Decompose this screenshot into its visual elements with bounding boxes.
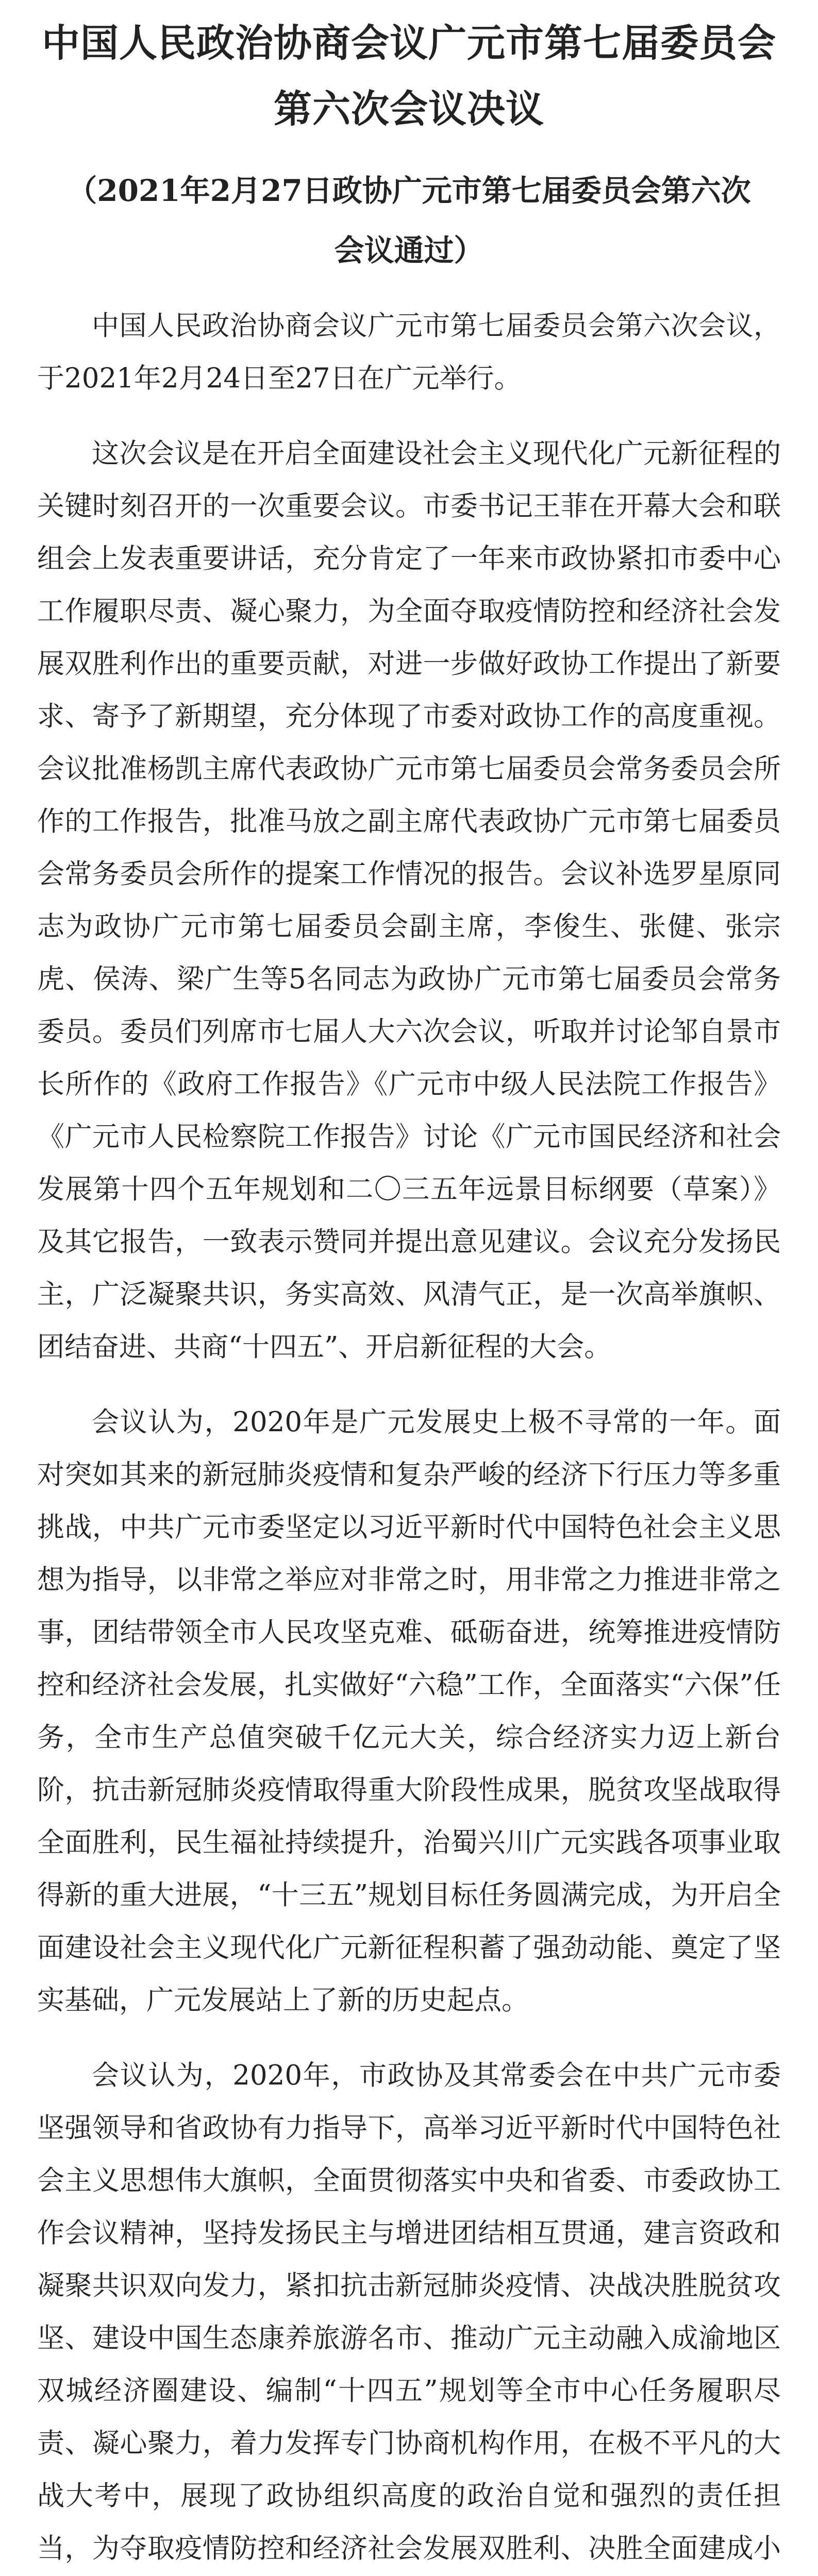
title-line-1: 中国人民政治协商会议广元市第七届委员会 <box>42 21 776 65</box>
paragraph-cppcc-work-2020: 会议认为，2020年，市政协及其常委会在中共广元市委坚强领导和省政协有力指导下，高举习近平新时代中国特色社会主义思想伟大旗帜，全面贯彻落实中央和省委、市委政协工作会议精神，坚持发扬民主与增进团结相互贯通，建言资政和凝聚共识双向发力，紧扣抗击新冠肺炎疫情、决战决胜脱贫攻坚、建设中国生态康养旅游名市、推动广元主动融入成渝地区双城经济圈建设、编制“十四五”规划等全市中心任务履职尽责、凝心聚力，着力发挥专门协商机构作用，在极不平凡的大战大考中，展现了政协组织高度的政治自觉和强烈的责任担当，为夺取疫情防控和经济社会发展双胜利、决胜全面建成小 <box>37 2060 781 2564</box>
paragraph-review-2020: 会议认为，2020年是广元发展史上极不寻常的一年。面对突如其来的新冠肺炎疫情和复杂严峻的经济下行压力等多重挑战，中共广元市委坚定以习近平新时代中国特色社会主义思想为指导，以非常之举应对非常之时，用非常之力推进非常之事，团结带领全市人民攻坚克难、砥砺奋进，统筹推进疫情防控和经济社会发展，扎实做好“六稳”工作，全面落实“六保”任务，全市生产总值突破千亿元大关，综合经济实力迈上新台阶，抗击新冠肺炎疫情取得重大阶段性成果，脱贫攻坚战取得全面胜利，民生福祉持续提升，治蜀兴川广元实践各项事业取得新的重大进展，“十三五”规划目标任务圆满完成，为开启全面建设社会主义现代化广元新征程积蓄了强劲动能、奠定了坚实基础，广元发展站上了新的历史起点。 <box>37 1406 781 2016</box>
adoption-note: （2021年2月27日政协广元市第七届委员会第六次会议通过） <box>67 173 751 268</box>
document-title <box>37 10 781 142</box>
paragraph-meeting-summary: 这次会议是在开启全面建设社会主义现代化广元新征程的关键时刻召开的一次重要会议。市委书记王菲在开幕大会和联组会上发表重要讲话，充分肯定了一年来市政协紧扣市委中心工作履职尽责、凝心聚力，为全面夺取疫情防控和经济社会发展双胜利作出的重要贡献，对进一步做好政协工作提出了新要求、寄予了新期望，充分体现了市委对政协工作的高度重视。会议批准杨凯主席代表政协广元市第七届委员会常务委员会所作的工作报告，批准马放之副主席代表政协广元市第七届委员会常务委员会所作的提案工作情况的报告。会议补选罗星原同志为政协广元市第七届委员会副主席，李俊生、张健、张宗虎、侯涛、梁广生等5名同志为政协广元市第七届委员会常务委员。委员们列席市七届人大六次会议，听取并讨论邹自景市长所作的《政府工作报告》《广元市中级人民法院工作报告》《广元市人民检察院工作报告》讨论《广元市国民经济和社会发展第十四个五年规划和二〇三五年远景目标纲要（草案）》及其它报告，一致表示赞同并提出意见建议。会议充分发扬民主，广泛凝聚共识，务实高效、风清气正，是一次高举旗帜、团结奋进、共商“十四五”、开启新征程的大会。 <box>37 438 781 1363</box>
title-line-2: 第六次会议决议 <box>274 87 544 131</box>
paragraph-intro: 中国人民政治协商会议广元市第七届委员会第六次会议，于2021年2月24日至27日在广元举行。 <box>37 310 781 394</box>
